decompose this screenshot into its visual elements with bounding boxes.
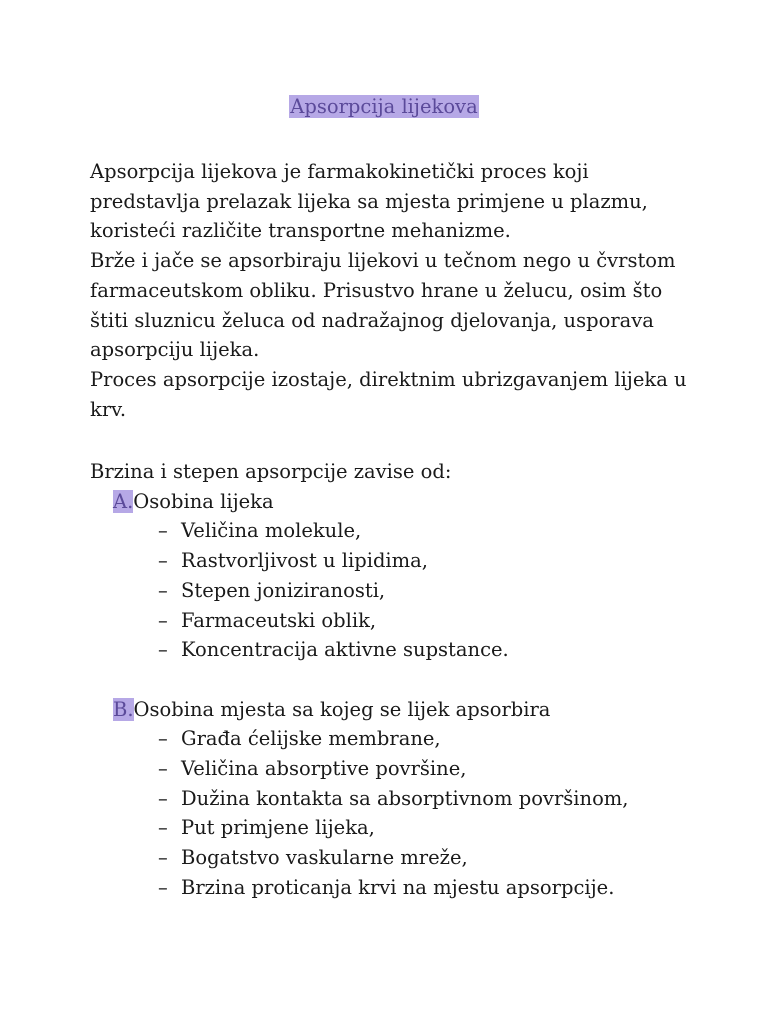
dash-bullet: –: [158, 519, 168, 543]
document-title: Apsorpcija lijekova: [290, 95, 478, 118]
list-item: [90, 873, 690, 903]
list-item: [90, 784, 690, 814]
list-item-text: Koncentracija aktivne supstance.: [181, 638, 509, 662]
list-item-text: Farmaceutski oblik,: [181, 608, 377, 632]
dash-bullet: –: [158, 608, 168, 632]
list-item-text: Bogatstvo vaskularne mreže,: [181, 846, 468, 870]
dash-bullet: –: [158, 638, 168, 662]
list-item: [90, 576, 690, 606]
dash-bullet: –: [158, 816, 168, 840]
group-heading-text: Osobina lijeka: [133, 489, 274, 513]
group-marker: B.: [113, 697, 134, 721]
paragraph-dosage-form: Brže i jače se apsorbiraju lijekovi u tečnom nego u čvrstom farmaceutskom obliku. Prisustvo hrane u želucu, osim što štiti sluznicu želuca od nadražajnog djelovanja, usporava apsorpciju lijeka.: [90, 249, 676, 362]
list-item: [90, 754, 690, 784]
dash-bullet: –: [158, 875, 168, 899]
factor-group-b: [90, 695, 690, 903]
paragraph-injection: Proces apsorpcije izostaje, direktnim ubrizgavanjem lijeka u krv.: [90, 367, 687, 421]
list-item: [90, 813, 690, 843]
dash-bullet: –: [158, 846, 168, 870]
dash-bullet: –: [158, 727, 168, 751]
intro-text: [90, 157, 690, 424]
group-heading-text: Osobina mjesta sa kojeg se lijek apsorbira: [133, 697, 551, 721]
list-item-text: Građa ćelijske membrane,: [181, 727, 441, 751]
factors-lead: Brzina i stepen apsorpcije zavise od:: [90, 460, 452, 483]
title-line: [0, 92, 768, 122]
group-heading: [90, 695, 690, 725]
list-item-text: Dužina kontakta sa absorptivnom površinom,: [181, 786, 629, 810]
list-item-text: Put primjene lijeka,: [181, 816, 375, 840]
list-item: [90, 516, 690, 546]
list-item-text: Veličina molekule,: [181, 519, 362, 543]
paragraph-definition: Apsorpcija lijekova je farmakokinetički proces koji predstavlja prelazak lijeka sa mjesta primjene u plazmu, koristeći različite transportne mehanizme.: [90, 160, 648, 243]
group-marker: A.: [113, 489, 134, 513]
factor-list-a: [90, 516, 690, 665]
dash-bullet: –: [158, 549, 168, 573]
list-item-text: Veličina absorptive površine,: [181, 757, 467, 781]
list-item: [90, 724, 690, 754]
list-item: [90, 546, 690, 576]
group-heading: [90, 487, 690, 517]
list-item: [90, 606, 690, 636]
factors-section: [90, 457, 690, 903]
list-item-text: Brzina proticanja krvi na mjestu apsorpcije.: [181, 875, 615, 899]
dash-bullet: –: [158, 757, 168, 781]
list-item-text: Rastvorljivost u lipidima,: [181, 549, 428, 573]
list-item: [90, 635, 690, 665]
factor-list-b: [90, 724, 690, 902]
spacer: [90, 665, 690, 695]
factor-group-a: [90, 487, 690, 665]
list-item-text: Stepen joniziranosti,: [181, 578, 386, 602]
list-item: [90, 843, 690, 873]
dash-bullet: –: [158, 786, 168, 810]
dash-bullet: –: [158, 578, 168, 602]
